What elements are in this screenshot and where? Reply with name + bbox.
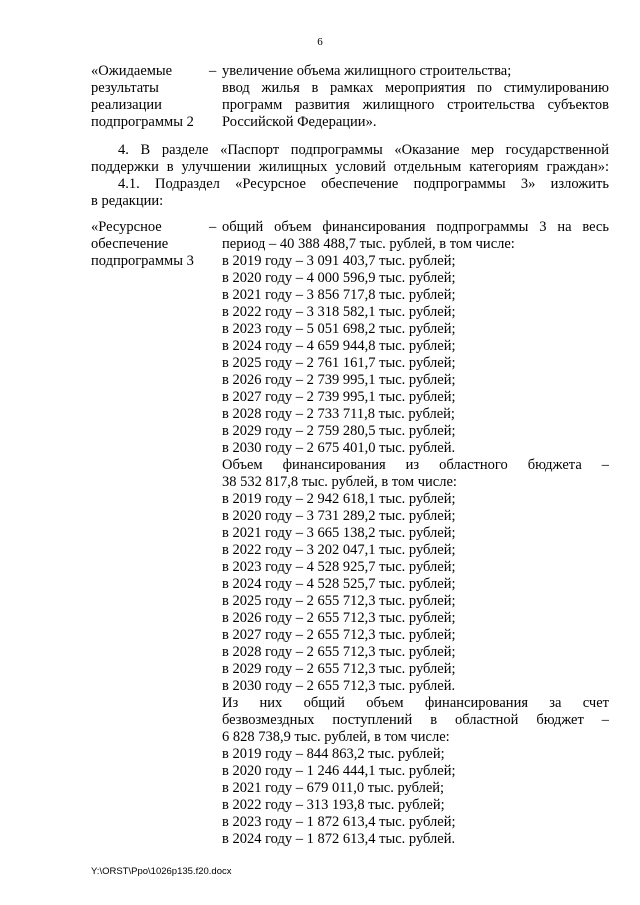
resource-label-line: «Ресурсное [91,219,162,235]
total-year-line: в 2026 году – 2 739 995,1 тыс. рублей; [222,372,456,388]
gratuitous-year-line: в 2019 году – 844 863,2 тыс. рублей; [222,746,445,762]
regional-year-line: в 2020 году – 3 731 289,2 тыс. рублей; [222,508,456,524]
expected-results-label-line: результаты [91,80,159,96]
total-year-line: в 2019 году – 3 091 403,7 тыс. рублей; [222,253,456,269]
regional-intro-line: Объем финансирования из областного бюджета – [222,457,609,473]
total-year-line: в 2027 году – 2 739 995,1 тыс. рублей; [222,389,456,405]
total-intro-line: общий объем финансирования подпрограммы 3 на весь [222,219,609,235]
gratuitous-year-line: в 2020 году – 1 246 444,1 тыс. рублей; [222,763,456,779]
regional-year-line: в 2027 году – 2 655 712,3 тыс. рублей; [222,627,456,643]
regional-year-line: в 2021 году – 3 665 138,2 тыс. рублей; [222,525,456,541]
regional-year-line: в 2028 году – 2 655 712,3 тыс. рублей; [222,644,456,660]
resource-dash: – [209,219,217,235]
expected-results-label-line: «Ожидаемые [91,63,173,79]
total-year-line: в 2024 году – 4 659 944,8 тыс. рублей; [222,338,456,354]
expected-results-value-line: программ развития жилищного строительства субъектов [222,97,609,113]
regional-year-line: в 2025 году – 2 655 712,3 тыс. рублей; [222,593,456,609]
gratuitous-intro-line: Из них общий объем финансирования за счет [222,695,609,711]
expected-results-dash: – [209,63,217,79]
gratuitous-year-line: в 2022 году – 313 193,8 тыс. рублей; [222,797,445,813]
regional-year-line: в 2019 году – 2 942 618,1 тыс. рублей; [222,491,456,507]
gratuitous-intro-line: 6 828 738,9 тыс. рублей, в том числе: [222,729,450,745]
total-year-line: в 2022 году – 3 318 582,1 тыс. рублей; [222,304,456,320]
expected-results-value-line: ввод жилья в рамках мероприятия по стимулированию [222,80,609,96]
regional-year-line: в 2029 году – 2 655 712,3 тыс. рублей; [222,661,456,677]
footer-file-path: Y:\ORST\Ppo\1026p135.f20.docx [91,866,232,877]
regional-year-line: в 2023 году – 4 528 925,7 тыс. рублей; [222,559,456,575]
regional-year-line: в 2024 году – 4 528 525,7 тыс. рублей; [222,576,456,592]
total-year-line: в 2023 году – 5 051 698,2 тыс. рублей; [222,321,456,337]
total-year-line: в 2030 году – 2 675 401,0 тыс. рублей. [222,440,456,456]
page-number: 6 [317,36,323,48]
regional-intro-line: 38 532 817,8 тыс. рублей, в том числе: [222,474,457,490]
gratuitous-intro-line: безвозмездных поступлений в областной бюджет – [222,712,609,728]
regional-year-line: в 2030 году – 2 655 712,3 тыс. рублей. [222,678,456,694]
total-intro-line: период – 40 388 488,7 тыс. рублей, в том числе: [222,236,515,252]
expected-results-value-line: увеличение объема жилищного строительства; [222,63,512,79]
expected-results-value-line: Российской Федерации». [222,114,377,130]
total-year-line: в 2020 году – 4 000 596,9 тыс. рублей; [222,270,456,286]
regional-year-line: в 2026 году – 2 655 712,3 тыс. рублей; [222,610,456,626]
paragraph-4-line: 4. В разделе «Паспорт подпрограммы «Оказание мер государственной [118,142,609,158]
gratuitous-year-line: в 2023 году – 1 872 613,4 тыс. рублей; [222,814,456,830]
expected-results-label-line: реализации [91,97,162,113]
resource-label-line: обеспечение [91,236,169,252]
total-year-line: в 2029 году – 2 759 280,5 тыс. рублей; [222,423,456,439]
total-year-line: в 2028 году – 2 733 711,8 тыс. рублей; [222,406,455,422]
paragraph-4-line: поддержки в улучшении жилищных условий отдельным категориям граждан»: [91,159,609,175]
regional-year-line: в 2022 году – 3 202 047,1 тыс. рублей; [222,542,456,558]
paragraph-4-1-line: в редакции: [91,193,164,209]
total-year-line: в 2025 году – 2 761 161,7 тыс. рублей; [222,355,456,371]
total-year-line: в 2021 году – 3 856 717,8 тыс. рублей; [222,287,456,303]
paragraph-4-1-line: 4.1. Подраздел «Ресурсное обеспечение подпрограммы 3» изложить [118,176,609,192]
gratuitous-year-line: в 2021 году – 679 011,0 тыс. рублей; [222,780,445,796]
gratuitous-year-line: в 2024 году – 1 872 613,4 тыс. рублей. [222,831,456,847]
expected-results-label-line: подпрограммы 2 [91,114,194,130]
resource-label-line: подпрограммы 3 [91,253,194,269]
